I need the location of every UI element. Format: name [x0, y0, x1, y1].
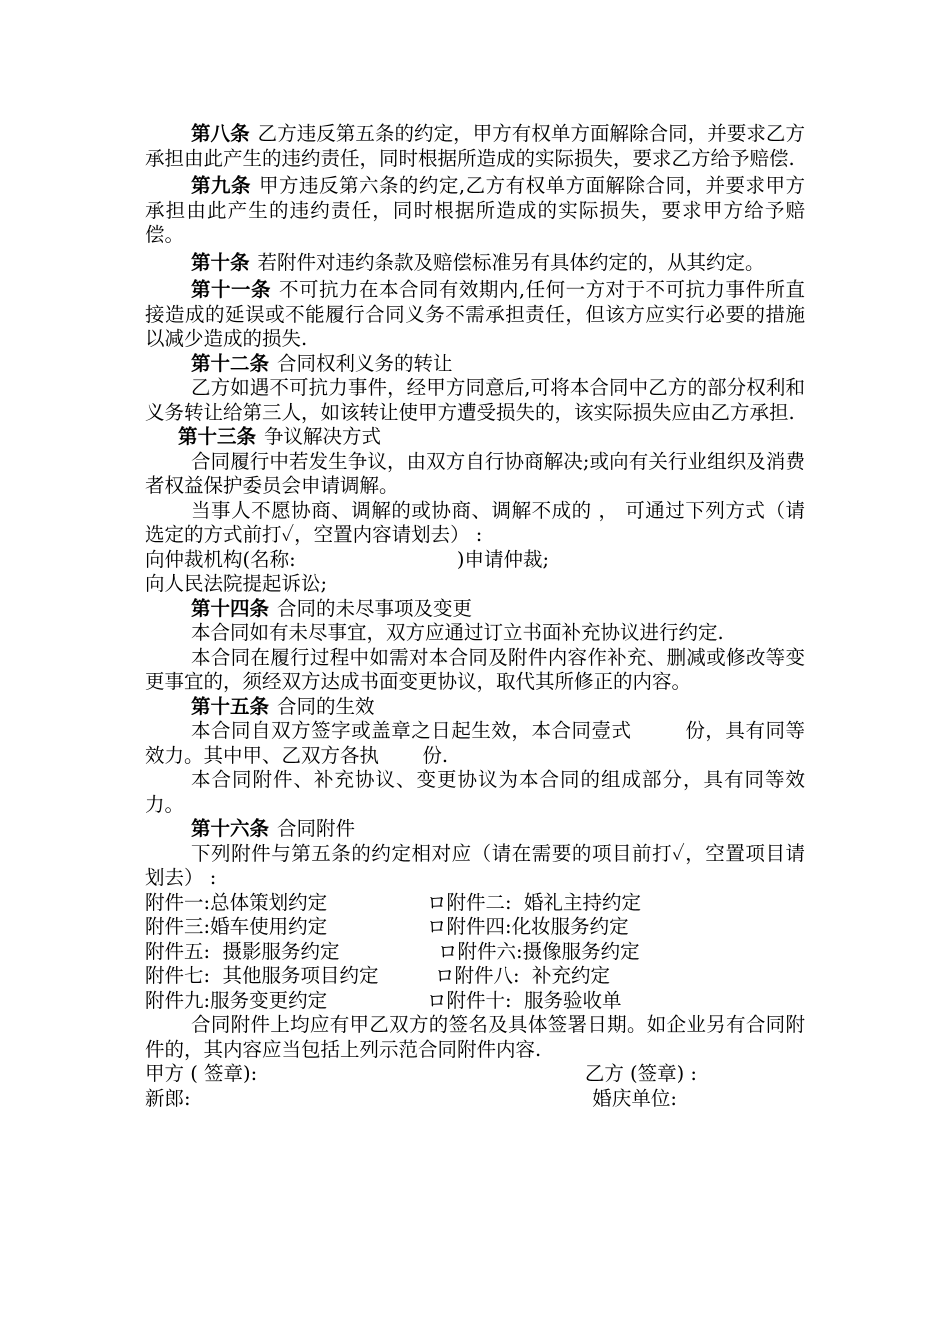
- attachment-list: [145, 891, 805, 1014]
- article-12-paragraph: 乙方如遇不可抗力事件，经甲方同意后,可将本合同中乙方的部分权利和义务转让给第三人，如该转让使甲方遭受损失的，该实际损失应由乙方承担.: [145, 376, 805, 424]
- arbitration-option: 向仲裁机构(名称: )申请仲裁;: [145, 547, 550, 571]
- article-9: [145, 174, 805, 248]
- attachment-item: 附件五: 摄影服务约定: [145, 939, 340, 963]
- article-15-heading: [145, 695, 805, 720]
- wedding-company-signature: 婚庆单位:: [592, 1086, 677, 1110]
- article-13-heading: [145, 425, 805, 450]
- article-text: 若附件对违约条款及赔偿标准另有具体约定的，从其约定。: [257, 250, 765, 274]
- article-text: 不可抗力在本合同有效期内,任何一方对于不可抗力事件所直接造成的延误或不能履行合同义务不需承担责任，但该方应实行必要的措施以减少造成的损失.: [145, 278, 805, 350]
- article-title: 第八条: [191, 122, 250, 145]
- article-title: 第九条: [191, 174, 251, 197]
- article-title: 第十六条: [191, 817, 270, 840]
- contract-page: [145, 122, 805, 1111]
- article-heading: 合同的生效: [277, 694, 375, 718]
- groom-signature: 新郎:: [145, 1086, 191, 1110]
- article-11: [145, 278, 805, 352]
- article-16-paragraph-1: 下列附件与第五条的约定相对应（请在需要的项目前打✓，空置项目请划去） :: [145, 841, 805, 889]
- article-title: 第十三条: [178, 425, 257, 448]
- attachment-item: ロ附件八: 补充约定: [435, 964, 610, 987]
- article-title: 第十五条: [191, 694, 270, 718]
- article-heading: 合同的未尽事项及变更: [277, 596, 473, 620]
- article-title: 第十一条: [191, 278, 271, 301]
- article-14-paragraph-1: 本合同如有未尽事宜，双方应通过订立书面补充协议进行约定.: [191, 621, 724, 644]
- attachment-item: ロ附件四:化妆服务约定: [427, 915, 629, 938]
- article-heading: 争议解决方式: [264, 425, 382, 448]
- article-13-paragraph-1: 合同履行中若发生争议，由双方自行协商解决;或向有关行业组织及消费者权益保护委员会申请调解。: [145, 449, 805, 497]
- article-16-heading: [145, 817, 805, 842]
- attachment-item: ロ附件二: 婚礼主持约定: [427, 890, 641, 914]
- article-title: 第十四条: [191, 596, 270, 620]
- attachment-row: [145, 940, 805, 965]
- article-text: 甲方违反第六条的约定,乙方有权单方面解除合同，并要求甲方承担由此产生的违约责任，同时根据所造成的实际损失，要求甲方给予赔偿。: [145, 174, 805, 246]
- article-14-heading: [145, 597, 805, 622]
- article-title: 第十二条: [191, 351, 270, 375]
- article-16-paragraph-2: 合同附件上均应有甲乙双方的签名及具体签署日期。如企业另有合同附件的，其内容应当包括上列示范合同附件内容.: [145, 1013, 805, 1061]
- attachment-item: 附件七: 其他服务项目约定: [145, 964, 379, 987]
- article-13-paragraph-2: 当事人不愿协商、调解的或协商、调解不成的 ， 可通过下列方式（请选定的方式前打✓，空置内容请划去） :: [145, 498, 805, 546]
- article-15-paragraph-2: 本合同附件、补充协议、变更协议为本合同的组成部分，具有同等效力。: [145, 768, 805, 816]
- party-b-signature: 乙方 (签章) :: [584, 1062, 697, 1085]
- party-a-signature: 甲方 ( 签章):: [145, 1062, 258, 1085]
- article-heading: 合同权利义务的转让: [277, 351, 453, 375]
- article-8: [145, 122, 805, 171]
- article-12-heading: [145, 352, 805, 377]
- attachment-row: [145, 915, 805, 940]
- attachment-item: 附件三:婚车使用约定: [145, 915, 328, 938]
- attachment-item: ロ附件十: 服务验收单: [427, 988, 622, 1012]
- article-14-paragraph-2: 本合同在履行过程中如需对本合同及附件内容作补充、删减或修改等变更事宜的，须经双方达成书面变更协议，取代其所修正的内容。: [145, 645, 805, 693]
- article-title: 第十条: [191, 250, 250, 274]
- attachment-item: 附件九:服务变更约定: [145, 988, 328, 1012]
- attachment-item: ロ附件六:摄像服务约定: [438, 939, 640, 963]
- attachment-row: [145, 989, 805, 1014]
- signature-row-1: [145, 1062, 805, 1087]
- article-15-paragraph-1: 本合同自双方签字或盖章之日起生效，本合同壹式 份，具有同等效力。其中甲、乙双方各执 份.: [145, 719, 805, 767]
- article-text: 乙方违反第五条的约定，甲方有权单方面解除合同，并要求乙方承担由此产生的违约责任，同时根据所造成的实际损失，要求乙方给予赔偿.: [145, 122, 805, 170]
- litigation-option: 向人民法院提起诉讼;: [145, 572, 328, 595]
- article-10: [145, 251, 805, 276]
- signature-row-2: [145, 1087, 805, 1112]
- attachment-row: [145, 964, 805, 989]
- attachment-item: 附件一:总体策划约定: [145, 890, 328, 914]
- attachment-row: [145, 891, 805, 916]
- article-heading: 合同附件: [277, 817, 356, 840]
